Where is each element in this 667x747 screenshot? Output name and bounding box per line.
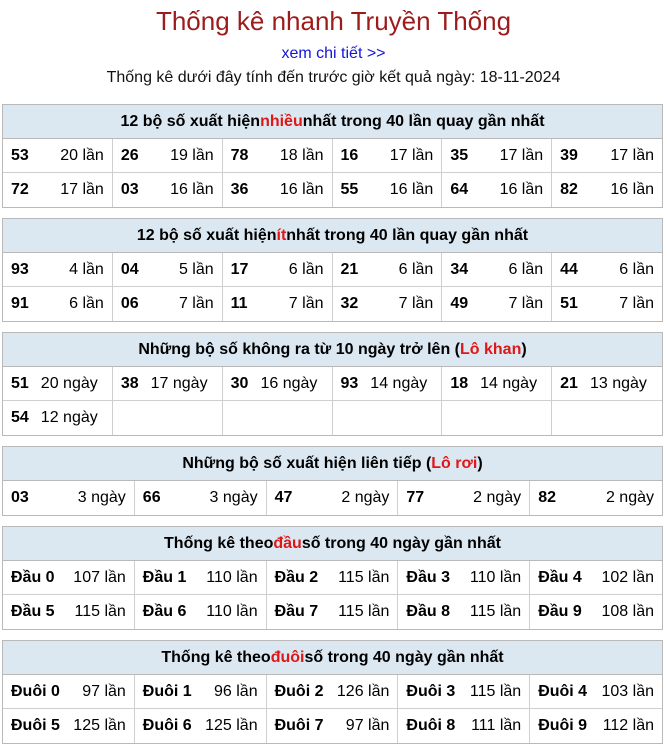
duoi-stat-cell: [135, 709, 267, 743]
stat-value: 7 lần: [288, 295, 324, 312]
stat-value: 4 lần: [69, 260, 104, 278]
stat-key: Đầu 3: [406, 568, 450, 586]
stat-value: 96 lần: [214, 682, 258, 700]
head-digit-heading: Thống kê theo đầu số trong 40 ngày gần nhất: [3, 527, 662, 561]
least-frequent-grid: [3, 253, 662, 321]
stat-value: 17 lần: [60, 181, 104, 198]
stat-key: Đuôi 1: [142, 682, 192, 700]
dau-stat-cell: [398, 561, 530, 595]
roi-stat-cell: [3, 481, 135, 515]
stat-value: 103 lần: [601, 682, 654, 700]
dau-stat-cell: [530, 595, 662, 629]
stat-value: 14 ngày: [480, 374, 538, 392]
stat-key: 44: [560, 260, 578, 278]
stat-key: 64: [450, 181, 469, 198]
stat-value: 102 lần: [601, 568, 654, 586]
stat-value: 16 lần: [610, 181, 654, 198]
most-stat-cell: [552, 139, 662, 173]
stat-key: 47: [274, 489, 293, 506]
stat-key: Đuôi 7: [274, 717, 324, 734]
stat-key: Đầu 1: [142, 568, 187, 586]
khan-stat-cell: [333, 367, 443, 401]
stat-key: 03: [120, 181, 139, 198]
tail-digit-section: [2, 640, 663, 744]
least-stat-cell: [552, 253, 662, 287]
tail-digit-grid: [3, 675, 662, 743]
stat-key: 82: [538, 489, 556, 506]
stat-key: 93: [11, 260, 29, 278]
lo-khan-section: [2, 332, 663, 436]
duoi-stat-cell: [135, 675, 267, 709]
dau-stat-cell: [398, 595, 530, 629]
stat-value: 97 lần: [82, 682, 126, 700]
stat-value: 3 ngày: [209, 489, 258, 506]
most-stat-cell: [223, 139, 333, 173]
dau-stat-cell: [267, 595, 399, 629]
stat-value: 5 lần: [178, 260, 214, 278]
most-frequent-section: [2, 104, 663, 208]
stat-key: 38: [120, 374, 139, 392]
lo-roi-heading: Những bộ số xuất hiện liên tiếp ( Lô rơi ): [3, 447, 662, 481]
empty-cell: [552, 401, 662, 435]
dau-stat-cell: [3, 561, 135, 595]
dau-stat-cell: [267, 561, 399, 595]
stat-value: 14 ngày: [370, 374, 428, 392]
khan-stat-cell: [113, 367, 223, 401]
view-details-link[interactable]: xem chi tiết >>: [281, 45, 386, 62]
stat-value: 110 lần: [206, 603, 258, 620]
most-stat-cell: [333, 139, 443, 173]
stat-key: Đầu 2: [274, 568, 319, 586]
least-stat-cell: [223, 253, 333, 287]
stat-key: Đầu 6: [142, 603, 187, 620]
stat-key: Đuôi 6: [142, 717, 192, 734]
stat-value: 111 lần: [471, 717, 522, 734]
duoi-stat-cell: [267, 675, 399, 709]
stat-value: 16 ngày: [260, 374, 318, 392]
stat-value: 13 ngày: [589, 374, 647, 392]
stat-key: 53: [11, 146, 29, 164]
stat-key: 30: [230, 374, 249, 392]
page-title: Thống kê nhanh Truyền Thống: [155, 6, 512, 36]
stat-value: 17 lần: [610, 146, 654, 164]
stat-value: 6 lần: [508, 260, 544, 278]
stat-value: 12 ngày: [40, 409, 98, 426]
least-stat-cell: [223, 287, 333, 321]
stat-key: 04: [120, 260, 139, 278]
empty-cell: [442, 401, 552, 435]
stat-key: Đầu 0: [11, 568, 55, 586]
stat-value: 7 lần: [508, 295, 544, 312]
stat-key: 55: [340, 181, 359, 198]
stat-key: Đuôi 3: [406, 682, 456, 700]
duoi-stat-cell: [530, 709, 662, 743]
khan-stat-cell: [3, 367, 113, 401]
stat-value: 17 lần: [499, 146, 544, 164]
stat-value: 115 lần: [338, 568, 390, 586]
stat-key: 78: [230, 146, 249, 164]
most-frequent-heading: 12 bộ số xuất hiện nhiều nhất trong 40 lần quay gần nhất: [3, 105, 662, 139]
least-stat-cell: [333, 287, 443, 321]
stat-value: 6 lần: [398, 260, 434, 278]
most-stat-cell: [223, 173, 333, 207]
stat-key: 51: [11, 374, 29, 392]
stat-key: 91: [11, 295, 29, 312]
most-stat-cell: [333, 173, 443, 207]
stat-value: 16 lần: [170, 181, 214, 198]
most-stat-cell: [552, 173, 662, 207]
stat-value: 2 ngày: [473, 489, 522, 506]
stat-value: 6 lần: [69, 295, 104, 312]
stat-key: 03: [11, 489, 29, 506]
stat-key: 16: [340, 146, 359, 164]
stat-value: 125 lần: [205, 717, 258, 734]
stat-key: 26: [120, 146, 139, 164]
stat-key: Đuôi 4: [538, 682, 588, 700]
stat-value: 16 lần: [389, 181, 434, 198]
stats-date-note: Thống kê dưới đây tính đến trước giờ kết quả ngày: 18-11-2024: [106, 69, 561, 86]
roi-stat-cell: [135, 481, 267, 515]
stat-key: 51: [560, 295, 578, 312]
least-stat-cell: [333, 253, 443, 287]
stat-key: Đuôi 0: [11, 682, 60, 700]
empty-cell: [223, 401, 333, 435]
stat-value: 17 lần: [389, 146, 434, 164]
stat-value: 18 lần: [279, 146, 324, 164]
stat-value: 7 lần: [178, 295, 214, 312]
khan-stat-cell: [223, 367, 333, 401]
most-stat-cell: [442, 139, 552, 173]
dau-stat-cell: [530, 561, 662, 595]
roi-stat-cell: [398, 481, 530, 515]
stat-value: 7 lần: [619, 295, 654, 312]
least-stat-cell: [552, 287, 662, 321]
least-stat-cell: [113, 287, 223, 321]
stat-key: Đuôi 8: [406, 717, 456, 734]
stat-key: 21: [340, 260, 359, 278]
stat-key: Đầu 4: [538, 568, 582, 586]
stat-key: Đầu 9: [538, 603, 582, 620]
stat-key: 72: [11, 181, 29, 198]
lo-roi-grid: [3, 481, 662, 515]
stat-value: 7 lần: [398, 295, 434, 312]
empty-cell: [333, 401, 443, 435]
stat-key: 34: [450, 260, 469, 278]
stat-key: 82: [560, 181, 578, 198]
stat-value: 112 lần: [602, 717, 654, 734]
least-stat-cell: [3, 287, 113, 321]
least-stat-cell: [442, 253, 552, 287]
stat-key: 18: [450, 374, 469, 392]
stat-key: 39: [560, 146, 578, 164]
duoi-stat-cell: [530, 675, 662, 709]
stat-key: 11: [230, 295, 248, 312]
stat-key: Đuôi 2: [274, 682, 324, 700]
stat-key: 66: [142, 489, 161, 506]
stat-key: 17: [230, 260, 249, 278]
khan-stat-cell: [442, 367, 552, 401]
roi-stat-cell: [267, 481, 399, 515]
stat-value: 17 ngày: [150, 374, 208, 392]
stat-value: 115 lần: [469, 603, 522, 620]
stat-value: 3 ngày: [77, 489, 126, 506]
least-stat-cell: [442, 287, 552, 321]
dau-stat-cell: [135, 561, 267, 595]
dau-stat-cell: [3, 595, 135, 629]
lo-roi-section: [2, 446, 663, 516]
stat-key: 21: [560, 374, 578, 392]
most-stat-cell: [3, 139, 113, 173]
stat-key: Đầu 8: [406, 603, 450, 620]
stat-value: 110 lần: [469, 568, 522, 586]
lo-khan-grid: [3, 367, 662, 435]
stat-value: 2 ngày: [341, 489, 390, 506]
stat-value: 97 lần: [345, 717, 390, 734]
stat-value: 6 lần: [288, 260, 324, 278]
stat-value: 20 ngày: [40, 374, 98, 392]
most-stat-cell: [3, 173, 113, 207]
stat-value: 125 lần: [73, 717, 126, 734]
stat-value: 16 lần: [279, 181, 324, 198]
empty-cell: [113, 401, 223, 435]
head-digit-section: [2, 526, 663, 630]
most-stat-cell: [442, 173, 552, 207]
stat-value: 107 lần: [73, 568, 126, 586]
lo-khan-heading: Những bộ số không ra từ 10 ngày trở lên ( Lô khan ): [3, 333, 662, 367]
least-stat-cell: [113, 253, 223, 287]
stat-key: 06: [120, 295, 139, 312]
stat-value: 115 lần: [74, 603, 126, 620]
stat-value: 6 lần: [619, 260, 654, 278]
duoi-stat-cell: [3, 675, 135, 709]
roi-stat-cell: [530, 481, 662, 515]
stat-value: 19 lần: [170, 146, 214, 164]
khan-stat-cell: [3, 401, 113, 435]
duoi-stat-cell: [267, 709, 399, 743]
dau-stat-cell: [135, 595, 267, 629]
khan-stat-cell: [552, 367, 662, 401]
stat-key: 77: [406, 489, 425, 506]
least-frequent-section: [2, 218, 663, 322]
stat-value: 16 lần: [499, 181, 544, 198]
stat-value: 115 lần: [338, 603, 390, 620]
stat-key: 32: [340, 295, 359, 312]
stat-value: 20 lần: [60, 146, 104, 164]
head-digit-grid: [3, 561, 662, 629]
stat-key: Đuôi 5: [11, 717, 60, 734]
duoi-stat-cell: [398, 709, 530, 743]
duoi-stat-cell: [3, 709, 135, 743]
most-frequent-grid: [3, 139, 662, 207]
least-stat-cell: [3, 253, 113, 287]
tail-digit-heading: Thống kê theo đuôi số trong 40 ngày gần nhất: [3, 641, 662, 675]
stat-value: 115 lần: [469, 682, 522, 700]
stat-key: 36: [230, 181, 249, 198]
stat-key: 93: [340, 374, 359, 392]
stat-key: 49: [450, 295, 469, 312]
stat-key: Đầu 7: [274, 603, 319, 620]
most-stat-cell: [113, 139, 223, 173]
most-stat-cell: [113, 173, 223, 207]
duoi-stat-cell: [398, 675, 530, 709]
stat-key: 54: [11, 409, 29, 426]
stat-value: 108 lần: [601, 603, 654, 620]
stat-key: Đuôi 9: [538, 717, 588, 734]
stat-value: 2 ngày: [605, 489, 654, 506]
stat-key: 35: [450, 146, 469, 164]
stat-value: 110 lần: [206, 568, 258, 586]
stat-key: Đầu 5: [11, 603, 55, 620]
stat-value: 126 lần: [336, 682, 390, 700]
least-frequent-heading: 12 bộ số xuất hiện ít nhất trong 40 lần quay gần nhất: [3, 219, 662, 253]
